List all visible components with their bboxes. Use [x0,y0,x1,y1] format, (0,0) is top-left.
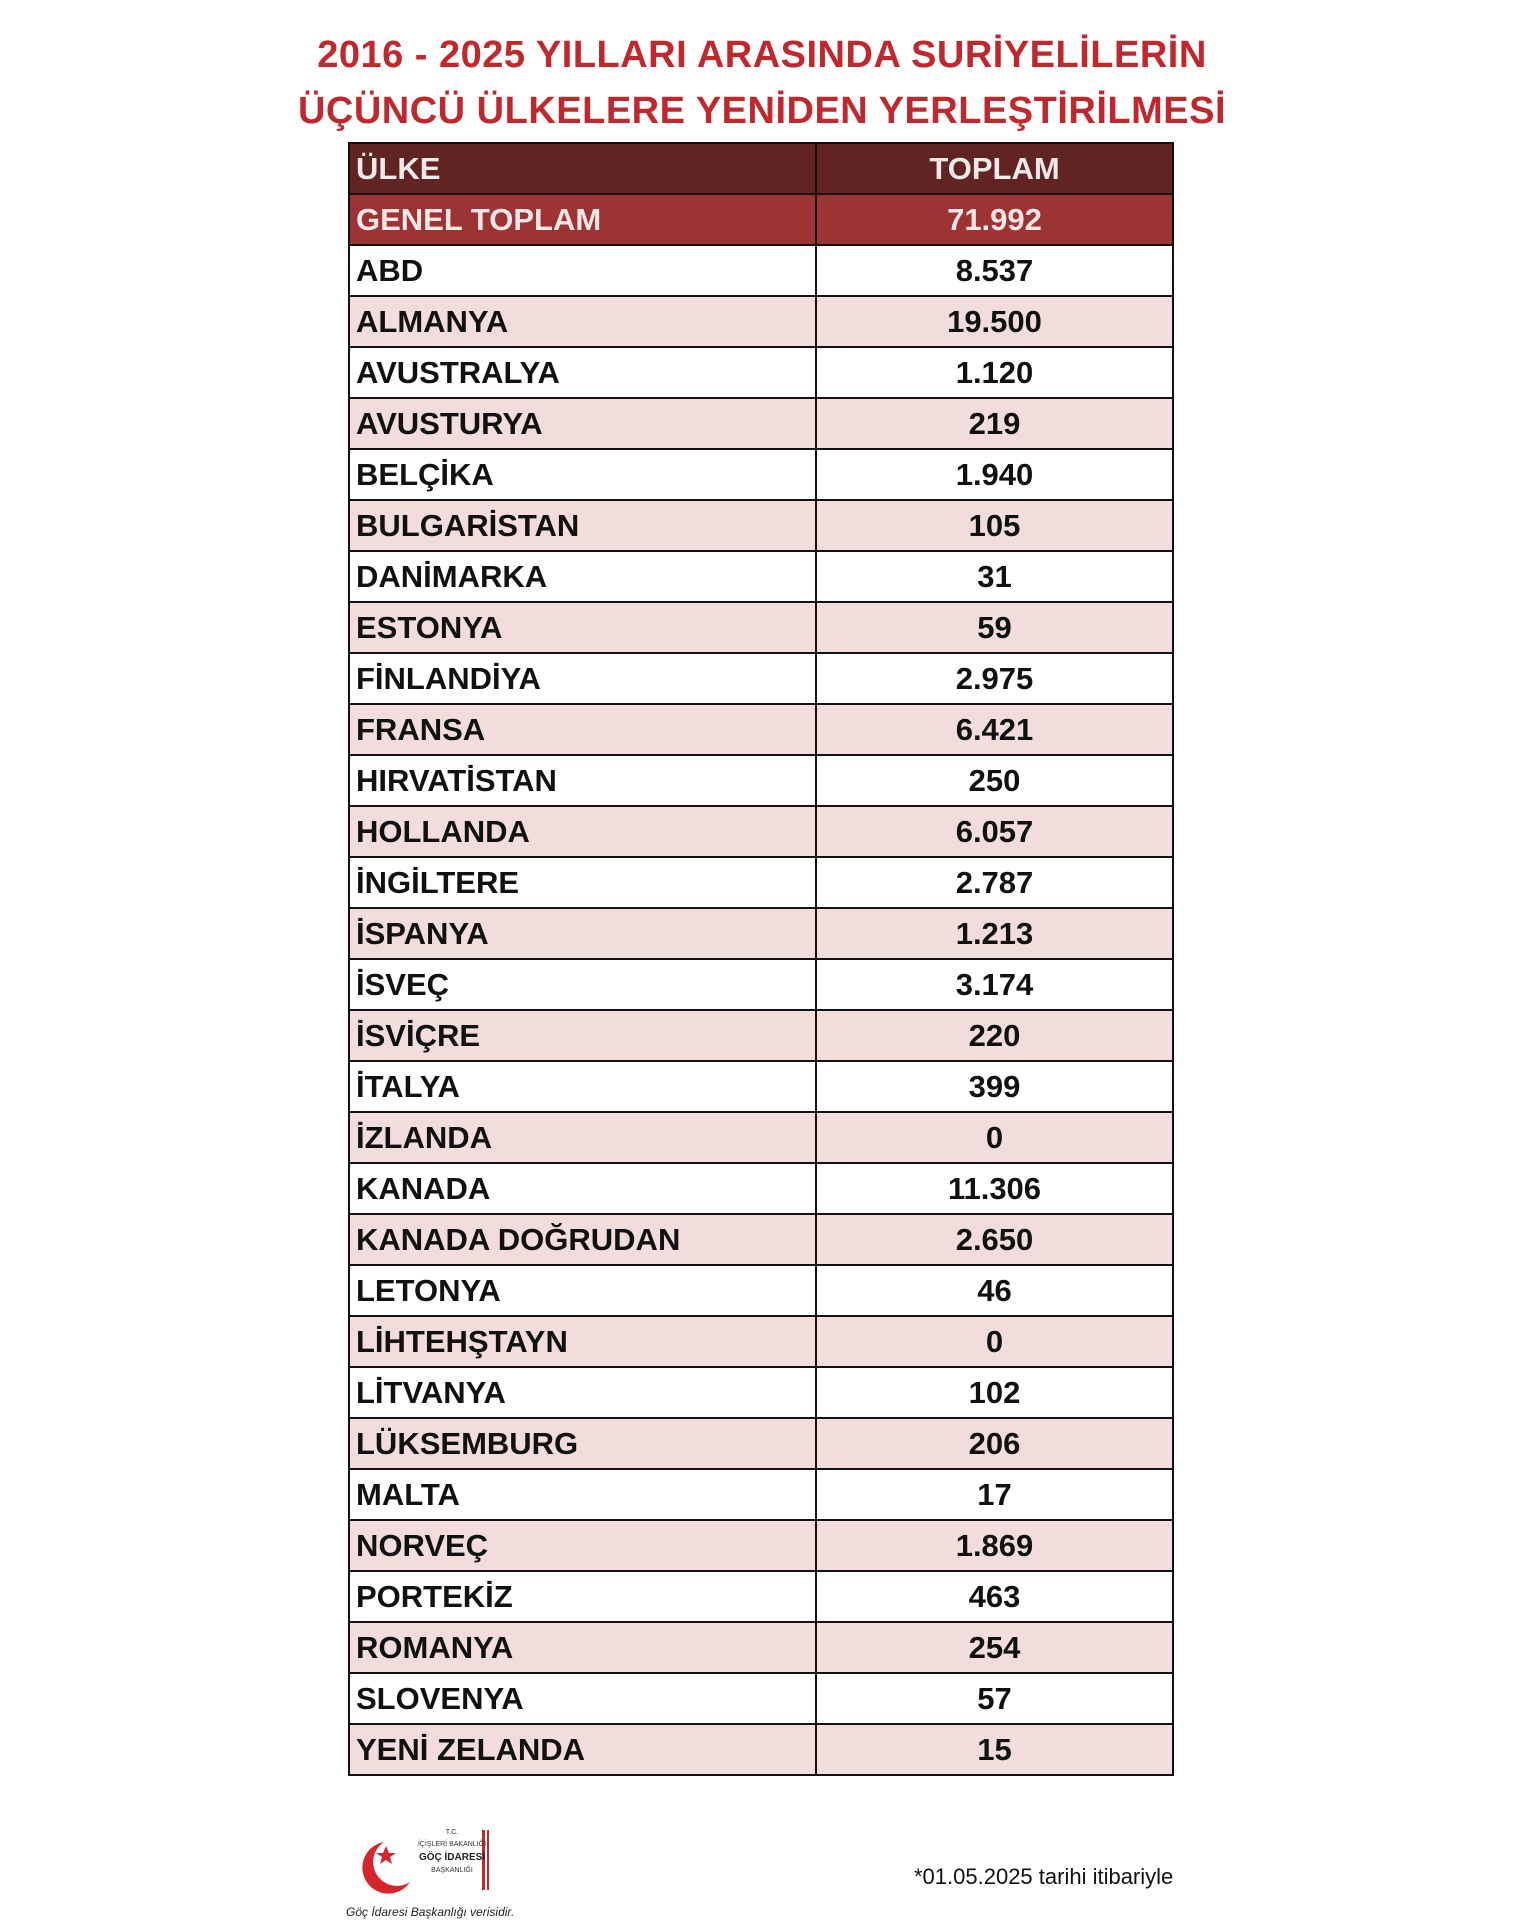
country-cell: FRANSA [349,704,816,755]
total-cell: 250 [816,755,1173,806]
total-cell: 17 [816,1469,1173,1520]
table-row [349,1061,1173,1112]
total-cell: 2.975 [816,653,1173,704]
country-cell: NORVEÇ [349,1520,816,1571]
table-row [349,1520,1173,1571]
table-header-row [349,143,1173,194]
total-cell: 219 [816,398,1173,449]
table-row [349,500,1173,551]
country-cell: HIRVATİSTAN [349,755,816,806]
total-cell: 6.421 [816,704,1173,755]
total-cell: 15 [816,1724,1173,1775]
table-row [349,1265,1173,1316]
table-row [349,1214,1173,1265]
total-cell: 19.500 [816,296,1173,347]
table-row [349,1469,1173,1520]
total-cell: 1.120 [816,347,1173,398]
total-cell: 1.869 [816,1520,1173,1571]
table-row [349,908,1173,959]
total-cell: 3.174 [816,959,1173,1010]
total-cell: 46 [816,1265,1173,1316]
country-cell: ROMANYA [349,1622,816,1673]
total-cell: 463 [816,1571,1173,1622]
table-row [349,1316,1173,1367]
country-cell: DANİMARKA [349,551,816,602]
total-cell: 57 [816,1673,1173,1724]
country-cell: KANADA [349,1163,816,1214]
logo-line-1: T.C. [445,1829,459,1836]
country-cell: AVUSTURYA [349,398,816,449]
table-row [349,296,1173,347]
country-cell: ALMANYA [349,296,816,347]
page-title-line-2: ÜÇÜNCÜ ÜLKELERE YENİDEN YERLEŞTİRİLMESİ [297,90,1227,132]
country-cell: LÜKSEMBURG [349,1418,816,1469]
country-cell: İSVEÇ [349,959,816,1010]
total-cell: 102 [816,1367,1173,1418]
country-cell: LETONYA [349,1265,816,1316]
table-row [349,1367,1173,1418]
total-cell: 8.537 [816,245,1173,296]
footnote: *01.05.2025 tarihi itibariyle [914,1864,1174,1889]
table-row [349,1163,1173,1214]
country-cell: PORTEKİZ [349,1571,816,1622]
total-cell: 206 [816,1418,1173,1469]
total-cell: 0 [816,1112,1173,1163]
country-cell: SLOVENYA [349,1673,816,1724]
header-country: ÜLKE [349,143,816,194]
star-icon [376,1846,396,1864]
total-cell: 1.940 [816,449,1173,500]
grand-total-label: GENEL TOPLAM [349,194,816,245]
total-cell: 105 [816,500,1173,551]
table-row [349,1571,1173,1622]
country-cell: YENİ ZELANDA [349,1724,816,1775]
country-cell: İSPANYA [349,908,816,959]
page-title-line-1: 2016 - 2025 YILLARI ARASINDA SURİYELİLERİN [317,34,1207,76]
total-cell: 2.650 [816,1214,1173,1265]
total-cell: 1.213 [816,908,1173,959]
country-cell: İZLANDA [349,1112,816,1163]
table-row [349,449,1173,500]
country-cell: ESTONYA [349,602,816,653]
logo-line-3: GÖÇ İDARESİ [418,1852,486,1863]
table-row [349,245,1173,296]
table-row [349,1010,1173,1061]
table-row [349,347,1173,398]
total-cell: 399 [816,1061,1173,1112]
country-cell: İSVİÇRE [349,1010,816,1061]
logo-line-2: İÇİŞLERİ BAKANLIĞI [417,1841,487,1848]
logo-caption: Göç İdaresi Başkanlığı verisidir. [346,1905,515,1919]
grand-total-value: 71.992 [816,194,1173,245]
country-cell: KANADA DOĞRUDAN [349,1214,816,1265]
total-cell: 0 [816,1316,1173,1367]
table-row [349,602,1173,653]
country-cell: FİNLANDİYA [349,653,816,704]
table-row [349,653,1173,704]
country-cell: İTALYA [349,1061,816,1112]
header-total: TOPLAM [816,143,1173,194]
total-cell: 254 [816,1622,1173,1673]
country-cell: ABD [349,245,816,296]
country-cell: İNGİLTERE [349,857,816,908]
resettlement-table [348,142,1174,1776]
logo-line-4: BAŞKANLIĞI [431,1867,473,1874]
table-row [349,1673,1173,1724]
country-cell: HOLLANDA [349,806,816,857]
table-row [349,551,1173,602]
table-row [349,1418,1173,1469]
total-cell: 2.787 [816,857,1173,908]
table-row [349,1622,1173,1673]
total-cell: 11.306 [816,1163,1173,1214]
table-row [349,755,1173,806]
country-cell: AVUSTRALYA [349,347,816,398]
country-cell: MALTA [349,1469,816,1520]
country-cell: BELÇİKA [349,449,816,500]
country-cell: LİHTEHŞTAYN [349,1316,816,1367]
total-cell: 31 [816,551,1173,602]
total-cell: 220 [816,1010,1173,1061]
total-cell: 6.057 [816,806,1173,857]
table-row [349,704,1173,755]
country-cell: BULGARİSTAN [349,500,816,551]
total-cell: 59 [816,602,1173,653]
table-row [349,857,1173,908]
grand-total-row [349,194,1173,245]
table-row [349,1112,1173,1163]
table-row [349,959,1173,1010]
table-row [349,806,1173,857]
table-row [349,1724,1173,1775]
country-cell: LİTVANYA [349,1367,816,1418]
table-row [349,398,1173,449]
